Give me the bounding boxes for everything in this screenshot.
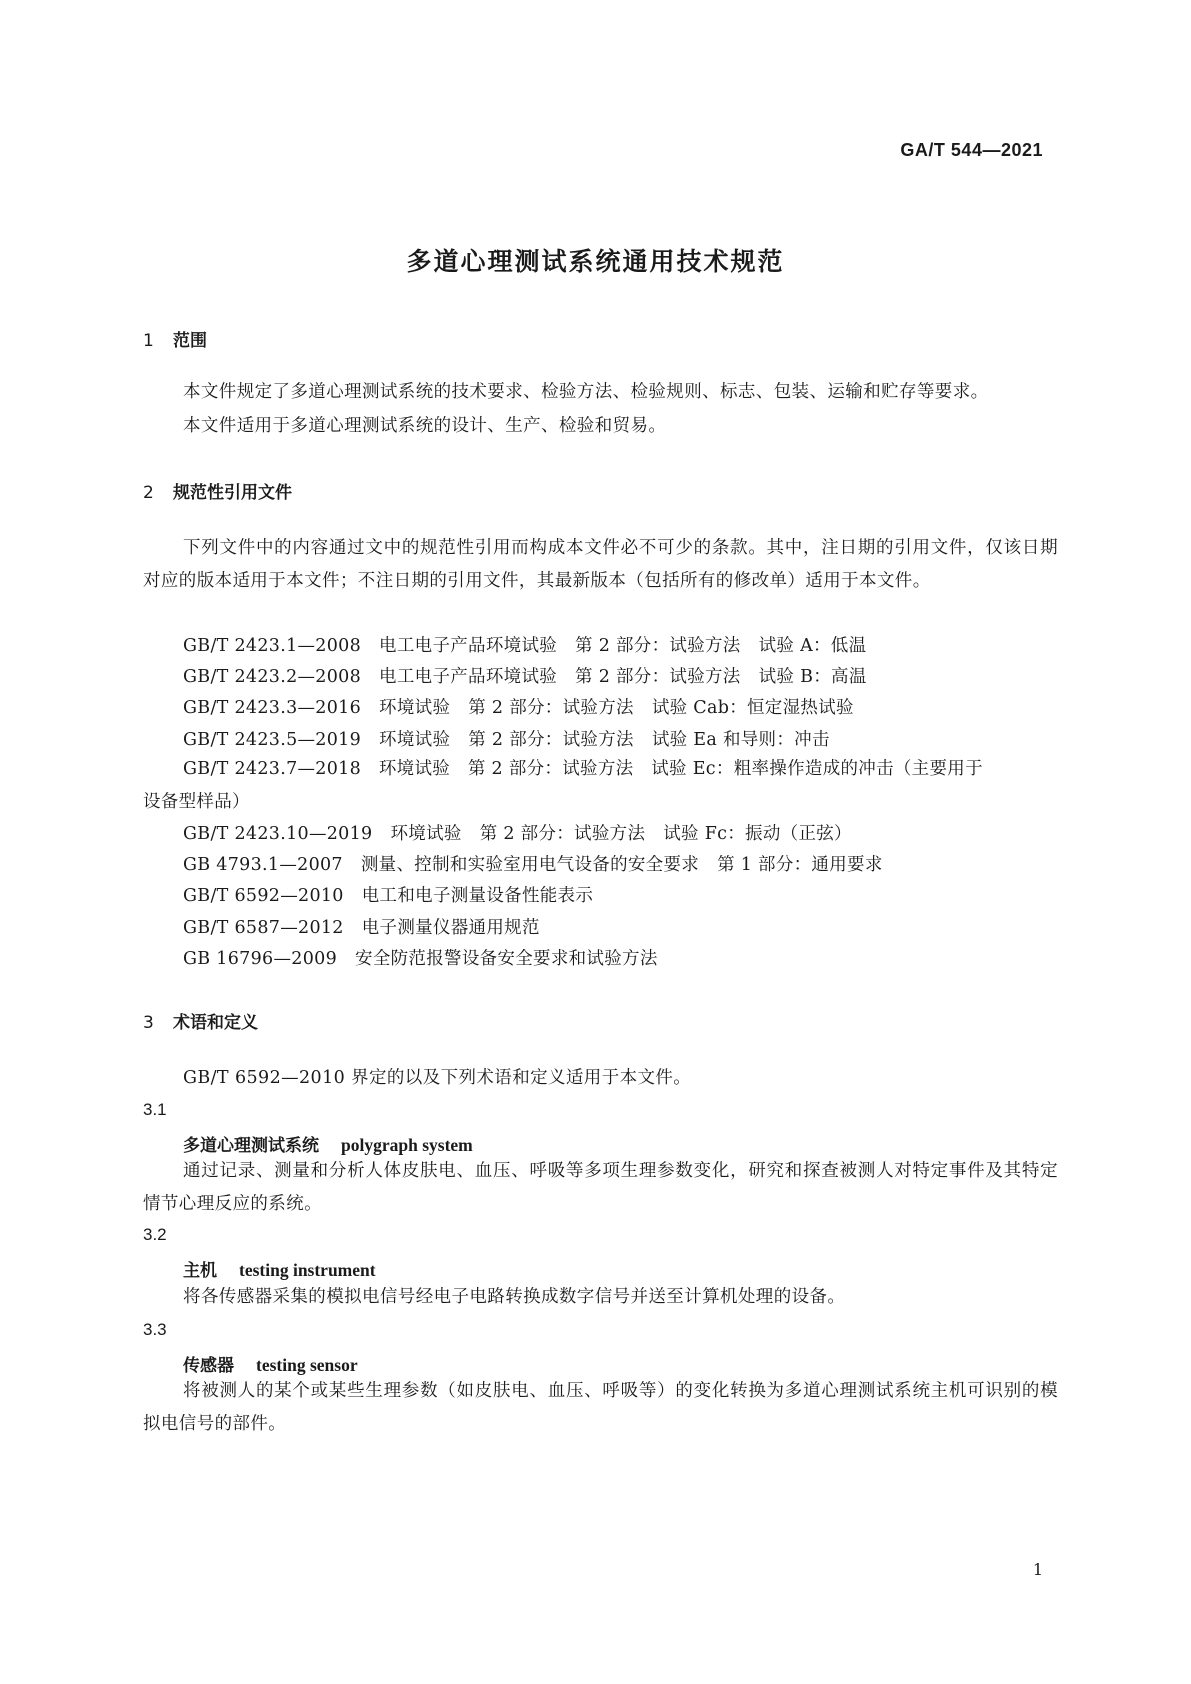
reference-code: GB/T 2423.10—2019 <box>183 824 373 844</box>
term-number: 3.3 <box>143 1320 167 1339</box>
terms-intro: GB/T 6592—2010 界定的以及下列术语和定义适用于本文件。 <box>183 1068 692 1088</box>
reference-code: GB/T 2423.3—2016 <box>183 698 362 718</box>
reference-code: GB 4793.1—2007 <box>183 855 343 875</box>
reference-title: 电工和电子测量设备性能表示 <box>361 886 594 906</box>
scope-paragraph: 本文件适用于多道心理测试系统的设计、生产、检验和贸易。 <box>183 416 667 436</box>
section-number: 3 <box>143 1013 154 1033</box>
section-number: 1 <box>143 331 154 351</box>
term-definition: 通过记录、测量和分析人体皮肤电、血压、呼吸等多项生理参数变化，研究和探查被测人对特定事件及其特定情节心理反应的系统。 <box>143 1161 1058 1214</box>
reference-test: 试验 Cab：恒定湿热试验 <box>651 698 854 718</box>
term-name-en: polygraph system <box>341 1135 473 1155</box>
term-number: 3.1 <box>143 1100 167 1119</box>
reference-item <box>183 945 658 970</box>
term-name-zh: 主机 <box>183 1261 217 1281</box>
reference-code: GB/T 6592—2010 <box>183 886 344 906</box>
reference-item <box>183 726 830 751</box>
reference-title: 安全防范报警设备安全要求和试验方法 <box>355 949 658 969</box>
reference-code: GB/T 2423.2—2008 <box>183 667 362 687</box>
reference-title: 环境试验 <box>379 730 451 750</box>
reference-test: 试验 Ea 和导则：冲击 <box>651 730 830 750</box>
reference-title: 电工电子产品环境试验 <box>379 636 558 656</box>
reference-test: 试验 Fc：振动（正弦） <box>663 824 852 844</box>
section-1-heading <box>143 326 207 351</box>
reference-part: 第 2 部分：试验方法 <box>479 824 646 844</box>
scope-paragraph: 本文件规定了多道心理测试系统的技术要求、检验方法、检验规则、标志、包装、运输和贮存等要求。 <box>183 382 989 402</box>
reference-code: GB/T 2423.7—2018 <box>183 759 362 779</box>
reference-test: 试验 A：低温 <box>758 636 867 656</box>
reference-part: 第 2 部分：试验方法 <box>575 636 741 656</box>
reference-title: 环境试验 <box>390 824 462 844</box>
reference-first-line <box>143 753 1058 786</box>
reference-code: GB/T 2423.5—2019 <box>183 730 362 750</box>
reference-title: 环境试验 <box>378 759 451 779</box>
section-title: 规范性引用文件 <box>173 483 292 503</box>
reference-title: 电工电子产品环境试验 <box>379 667 558 687</box>
term-name-zh: 传感器 <box>183 1356 234 1376</box>
reference-item <box>183 820 852 845</box>
term-definition: 将各传感器采集的模拟电信号经电子电路转换成数字信号并送至计算机处理的设备。 <box>183 1287 846 1307</box>
reference-item <box>183 632 866 657</box>
references-intro: 下列文件中的内容通过文中的规范性引用而构成本文件必不可少的条款。其中，注日期的引用文件，仅该日期对应的版本适用于本文件；不注日期的引用文件，其最新版本（包括所有的修改单）适用于本文件。 <box>143 538 1058 591</box>
reference-test: 试验 B：高温 <box>758 667 867 687</box>
document-title: 多道心理测试系统通用技术规范 <box>406 247 785 276</box>
section-2-heading <box>143 478 292 503</box>
reference-item <box>183 882 593 907</box>
term-definition: 将被测人的某个或某些生理参数（如皮肤电、血压、呼吸等）的变化转换为多道心理测试系统主机可识别的模拟电信号的部件。 <box>143 1381 1058 1434</box>
term-number: 3.2 <box>143 1225 167 1244</box>
reference-part: 第 1 部分：通用要求 <box>717 855 883 875</box>
section-number: 2 <box>143 483 154 503</box>
reference-part: 第 2 部分：试验方法 <box>575 667 741 687</box>
term-name <box>183 1351 358 1376</box>
reference-item <box>183 663 867 688</box>
reference-title: 环境试验 <box>379 698 451 718</box>
term-name-en: testing instrument <box>239 1260 376 1280</box>
standard-number: GA/T 544—2021 <box>900 140 1043 160</box>
term-name-zh: 多道心理测试系统 <box>183 1136 319 1156</box>
term-name <box>183 1256 376 1281</box>
reference-part: 第 2 部分：试验方法 <box>468 730 634 750</box>
section-3-heading <box>143 1008 258 1033</box>
section-title: 范围 <box>173 331 207 351</box>
term-name <box>183 1131 473 1156</box>
reference-item-wrapped <box>143 753 1058 819</box>
reference-code: GB 16796—2009 <box>183 949 338 969</box>
section-title: 术语和定义 <box>173 1013 258 1033</box>
reference-test: 试验 Ec：粗率操作造成的冲击（主要用于 <box>651 759 983 779</box>
term-name-en: testing sensor <box>256 1355 358 1375</box>
reference-title: 电子测量仪器通用规范 <box>361 918 540 938</box>
reference-part: 第 2 部分：试验方法 <box>467 759 634 779</box>
page-number: 1 <box>1032 1560 1043 1579</box>
reference-code: GB/T 2423.1—2008 <box>183 636 362 656</box>
reference-continuation: 设备型样品） <box>143 792 250 812</box>
reference-item <box>183 851 883 876</box>
reference-code: GB/T 6587—2012 <box>183 918 344 938</box>
reference-part: 第 2 部分：试验方法 <box>468 698 634 718</box>
reference-item <box>183 694 854 719</box>
reference-title: 测量、控制和实验室用电气设备的安全要求 <box>360 855 700 875</box>
reference-item <box>183 914 540 939</box>
